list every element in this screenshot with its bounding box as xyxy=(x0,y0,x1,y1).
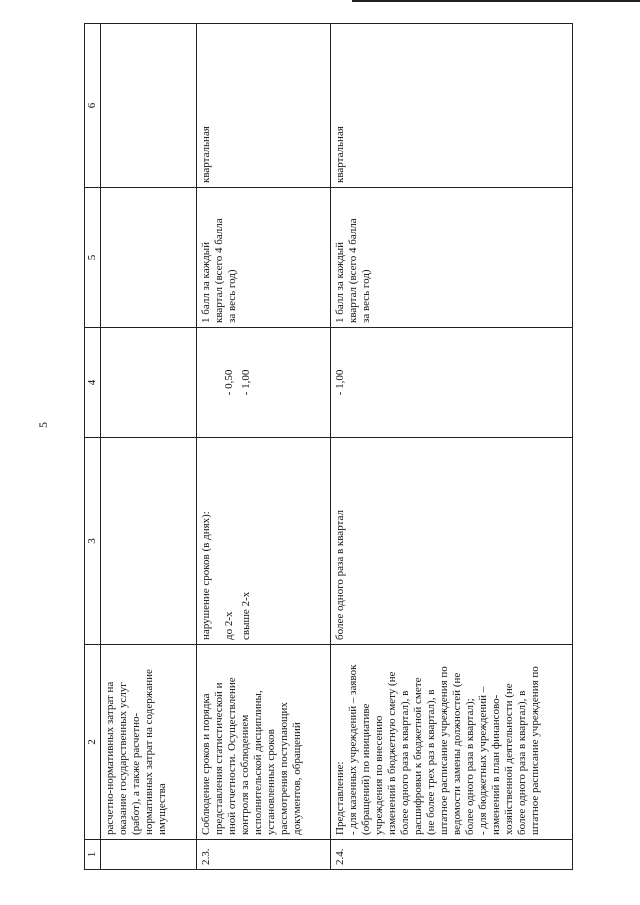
score-line: - 0,50 xyxy=(223,369,235,396)
indicator-line: штатное расписание учреждения по xyxy=(438,666,450,835)
indicator-line: (обращений) по инициативе xyxy=(360,703,372,835)
max-score-line: за весь год) xyxy=(226,269,238,323)
header-cell: 6 xyxy=(85,24,101,188)
criteria-table xyxy=(84,23,573,870)
indicator-line: документов, обращений xyxy=(291,722,303,835)
indicator-line: более одного раза в квартал), в xyxy=(399,690,411,835)
score-line: - 1,00 xyxy=(334,369,346,396)
indicator-line: исполнительской дисциплины, xyxy=(252,690,264,835)
indicator-line: (не более трех раз в квартал), в xyxy=(425,689,437,835)
criterion-line: нарушение сроков (в днях): xyxy=(200,511,212,640)
row-number: 2.3. xyxy=(197,840,331,870)
indicator-line: - для бюджетных учреждений – xyxy=(477,686,489,835)
criterion-cell xyxy=(331,438,573,645)
top-rule xyxy=(352,0,640,2)
period-cell: квартальная xyxy=(331,24,573,188)
indicator-line: представления статистической и xyxy=(213,682,225,835)
indicator-line: Соблюдение сроков и порядка xyxy=(200,693,212,835)
row-number: 2.4. xyxy=(331,840,573,870)
indicator-line: ведомости замены должностей (не xyxy=(451,672,463,835)
criterion-line: более одного раза в квартал xyxy=(334,510,346,640)
table-row xyxy=(331,24,573,870)
indicator-line: Представление: xyxy=(334,761,346,835)
indicator-line: контроля за соблюдением xyxy=(239,714,251,835)
score-cell xyxy=(331,328,573,438)
indicator-line: изменений в план финансово- xyxy=(490,694,502,835)
score-line: - 1,00 xyxy=(240,369,252,396)
criterion-line: до 2-х xyxy=(223,611,235,640)
period-cell xyxy=(101,24,197,188)
table-row xyxy=(101,24,197,870)
indicator-line: штатное расписание учреждения по xyxy=(529,666,541,835)
max-score-cell xyxy=(197,188,331,328)
indicator-line: учреждения по внесению xyxy=(373,715,385,835)
max-score-cell xyxy=(101,188,197,328)
row-number xyxy=(101,840,197,870)
indicator-line: расшифровки к бюджетной смете xyxy=(412,677,424,835)
indicator-line: нормативных затрат на содержание xyxy=(143,669,155,835)
criterion-line: свыше 2-х xyxy=(240,591,252,640)
max-score-line: квартал (всего 4 балла xyxy=(347,218,359,323)
header-cell: 1 xyxy=(85,840,101,870)
indicator-line: более одного раза в квартал), в xyxy=(516,690,528,835)
indicator-line: рассмотрения поступающих xyxy=(278,702,290,835)
score-cell xyxy=(101,328,197,438)
indicator-cell xyxy=(101,645,197,840)
period-cell: квартальная xyxy=(197,24,331,188)
indicator-line: более одного раза в квартал); xyxy=(464,698,476,835)
score-cell xyxy=(197,328,331,438)
table-row xyxy=(197,24,331,870)
indicator-line: хозяйственной деятельности (не xyxy=(503,683,515,835)
table-header-row xyxy=(85,24,101,870)
indicator-line: расчетно-нормативных затрат на xyxy=(104,681,116,835)
max-score-cell xyxy=(331,188,573,328)
indicator-line: изменений в бюджетную смету (не xyxy=(386,671,398,835)
page-number: 5 xyxy=(36,422,50,428)
indicator-line: - для казенных учреждений – заявок xyxy=(347,664,359,835)
indicator-cell xyxy=(197,645,331,840)
indicator-line: оказание государственных услуг xyxy=(117,682,129,835)
indicator-cell xyxy=(331,645,573,840)
max-score-line: 1 балл за каждый xyxy=(334,241,346,323)
criterion-cell xyxy=(101,438,197,645)
max-score-line: 1 балл за каждый xyxy=(200,241,212,323)
header-cell: 4 xyxy=(85,328,101,438)
header-cell: 3 xyxy=(85,438,101,645)
header-cell: 2 xyxy=(85,645,101,840)
indicator-line: установленных сроков xyxy=(265,729,277,835)
indicator-line: иной отчетности. Осуществление xyxy=(226,677,238,835)
indicator-line: (работ), а также расчетно- xyxy=(130,712,142,835)
header-cell: 5 xyxy=(85,188,101,328)
max-score-line: за весь год) xyxy=(360,269,372,323)
criterion-cell xyxy=(197,438,331,645)
indicator-line: имущества xyxy=(156,783,168,835)
max-score-line: квартал (всего 4 балла xyxy=(213,218,225,323)
